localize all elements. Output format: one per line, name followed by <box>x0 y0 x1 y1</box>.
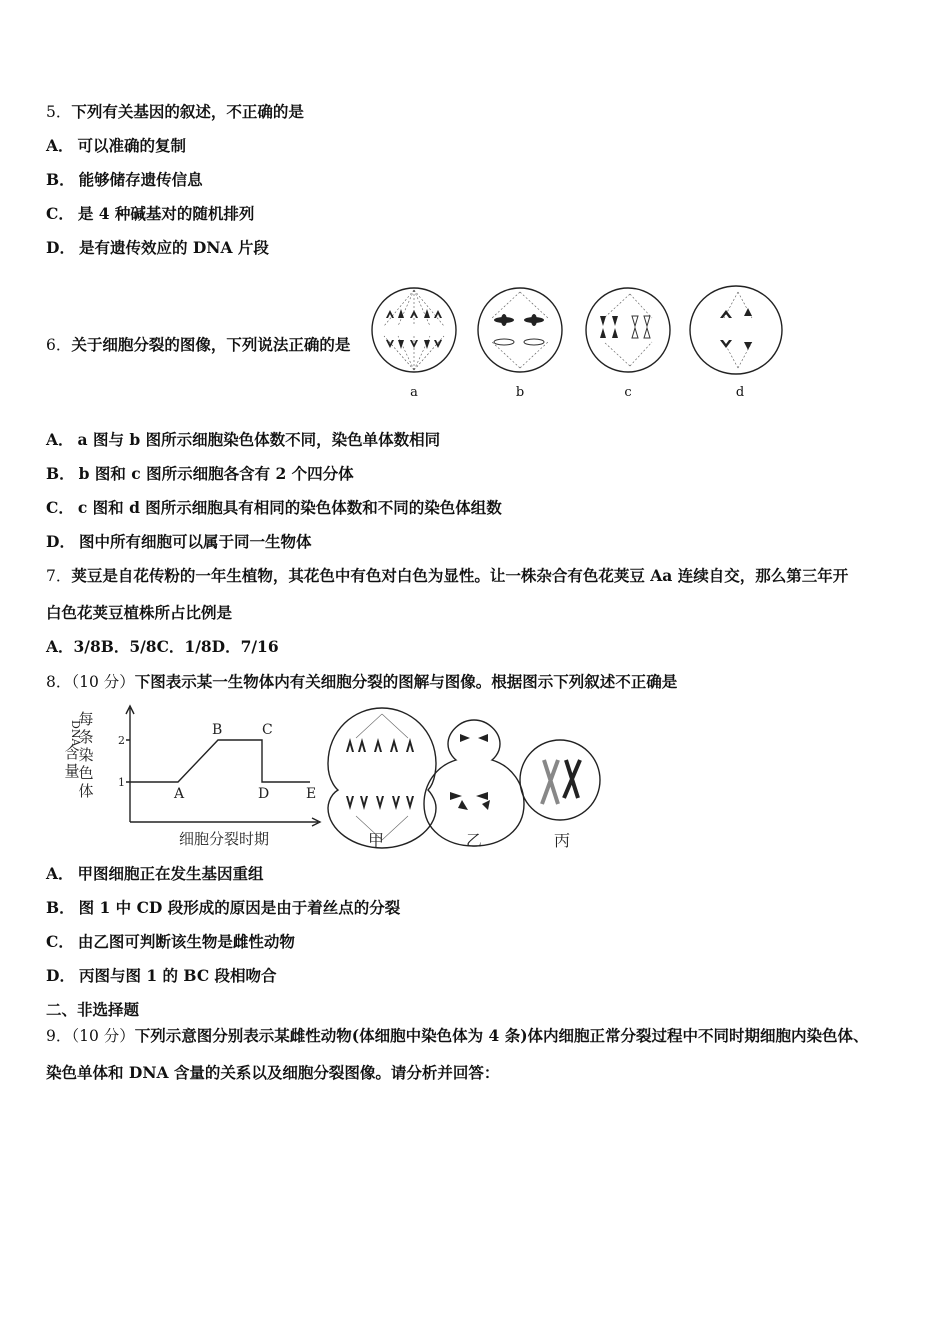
option-text: 甲图细胞正在发生基因重组 <box>77 864 264 883</box>
figure-label-a: a <box>410 385 418 400</box>
q6-option-a[interactable] <box>46 430 440 450</box>
q9-stem-line1 <box>46 1026 869 1046</box>
option-letter: A． <box>46 136 74 155</box>
option-text: a 图与 b 图所示细胞染色体数不同，染色单体数相同 <box>77 430 441 449</box>
q5-option-b[interactable] <box>46 170 203 190</box>
option-letter: C． <box>46 498 74 517</box>
q8-score: （10 分） <box>71 673 135 691</box>
cell-label-jia: 甲 <box>367 831 385 850</box>
graph-ylabel-char-3: 染 <box>78 746 94 764</box>
graph-ylabel-char-4: 色 <box>78 764 94 782</box>
option-letter: B． <box>46 464 75 483</box>
option-letter: D． <box>46 966 75 985</box>
option-text: c 图和 d 图所示细胞具有相同的染色体数和不同的染色体组数 <box>77 498 502 517</box>
option-letter: C． <box>46 932 74 951</box>
cell-d-diagram <box>690 286 782 374</box>
graph-point-d: D <box>258 786 270 802</box>
cell-a-diagram <box>372 288 456 372</box>
q8-option-d[interactable] <box>46 966 277 986</box>
option-letter: D． <box>46 532 75 551</box>
graph-point-e: E <box>306 786 317 802</box>
q9-stem-text-1: 下列示意图分别表示某雌性动物(体细胞中染色体为 4 条)体内细胞正常分裂过程中不同时期细胞内染色体、 <box>134 1026 869 1045</box>
cell-yi-diagram <box>424 720 524 846</box>
q5-option-c[interactable] <box>46 204 254 224</box>
figure-label-d: d <box>735 385 745 400</box>
cell-label-yi: 乙 <box>465 831 483 850</box>
q5-stem <box>46 102 304 122</box>
option-text: 由乙图可判断该生物是雌性动物 <box>77 932 295 951</box>
option-text: 丙图与图 1 的 BC 段相吻合 <box>78 966 277 985</box>
q8-option-c[interactable] <box>46 932 295 952</box>
cell-label-bing: 丙 <box>553 831 571 850</box>
q8-option-a[interactable] <box>46 864 264 884</box>
q5-number: 5． <box>46 103 72 121</box>
option-letter: B． <box>46 170 75 189</box>
option-letter: D． <box>46 238 75 257</box>
cell-bing-diagram <box>520 740 600 820</box>
graph-point-b: B <box>212 722 223 738</box>
option-text: 是 4 种碱基对的随机排列 <box>77 204 255 223</box>
graph-ylabel-char-6: 含 <box>64 744 80 762</box>
graph-ylabel-dna: DNA <box>69 720 82 747</box>
graph-ylabel-char-2: 条 <box>78 728 94 746</box>
option-text: 能够储存遗传信息 <box>78 170 203 189</box>
option-text: 可以准确的复制 <box>77 136 187 155</box>
option-letter: C． <box>46 204 74 223</box>
q6-option-d[interactable] <box>46 532 311 552</box>
section-title: 二、非选择题 <box>46 1000 140 1019</box>
q6-cell-division-figure <box>368 278 788 402</box>
q8-number: 8． <box>46 673 72 691</box>
graph-ylabel-char-7: 量 <box>64 762 80 780</box>
option-text: 是有遗传效应的 DNA 片段 <box>78 238 269 257</box>
q9-number: 9． <box>46 1027 72 1045</box>
q7-options[interactable]: A．3/8B．5/8C．1/8D．7/16 <box>46 637 279 656</box>
q6-stem <box>46 335 350 355</box>
cell-b-diagram <box>478 288 562 372</box>
q8-stem <box>46 672 677 692</box>
graph-point-c: C <box>262 722 273 738</box>
graph-ylabel-char-1: 每 <box>78 710 94 728</box>
q5-option-a[interactable] <box>46 136 186 156</box>
q5-stem-text: 下列有关基因的叙述，不正确的是 <box>71 102 304 121</box>
option-letter: A． <box>46 430 74 449</box>
option-letter: B． <box>46 898 75 917</box>
graph-point-a: A <box>174 786 185 802</box>
q9-score: （10 分） <box>71 1027 135 1045</box>
graph-line <box>130 740 310 782</box>
graph-ylabel-char-5: 体 <box>78 782 94 800</box>
option-text: 图 1 中 CD 段形成的原因是由于着丝点的分裂 <box>78 898 401 917</box>
q6-option-c[interactable] <box>46 498 502 518</box>
q6-stem-text: 关于细胞分裂的图像，下列说法正确的是 <box>71 335 351 354</box>
q5-option-d[interactable] <box>46 238 269 258</box>
q7-stem-line1 <box>46 566 848 586</box>
q8-option-b[interactable] <box>46 898 400 918</box>
option-text: 图中所有细胞可以属于同一生物体 <box>78 532 312 551</box>
cell-c-diagram <box>586 288 670 372</box>
q9-stem-line2: 染色单体和 DNA 含量的关系以及细胞分裂图像。请分析并回答： <box>46 1063 500 1082</box>
option-letter: A． <box>46 864 74 883</box>
q7-number: 7． <box>46 567 72 585</box>
cell-jia-diagram <box>328 708 436 848</box>
graph-ytick-1: 1 <box>118 776 125 789</box>
q8-stem-text: 下图表示某一生物体内有关细胞分裂的图解与图像。根据图示下列叙述不正确是 <box>134 672 678 691</box>
q7-stem-text-1: 荚豆是自花传粉的一年生植物，其花色中有色对白色为显性。让一株杂合有色花荚豆 Aa 连续自交，那么第三年开 <box>71 566 849 585</box>
q7-stem-line2: 白色花荚豆植株所占比例是 <box>46 603 233 622</box>
graph-ytick-2: 2 <box>118 734 125 747</box>
q6-number: 6． <box>46 336 72 354</box>
figure-label-c: c <box>624 385 632 400</box>
dna-content-graph <box>64 706 320 848</box>
option-text: b 图和 c 图所示细胞各含有 2 个四分体 <box>78 464 354 483</box>
graph-xlabel: 细胞分裂时期 <box>178 830 270 848</box>
q6-option-b[interactable] <box>46 464 354 484</box>
figure-label-b: b <box>515 385 525 400</box>
q8-figure <box>64 700 608 856</box>
